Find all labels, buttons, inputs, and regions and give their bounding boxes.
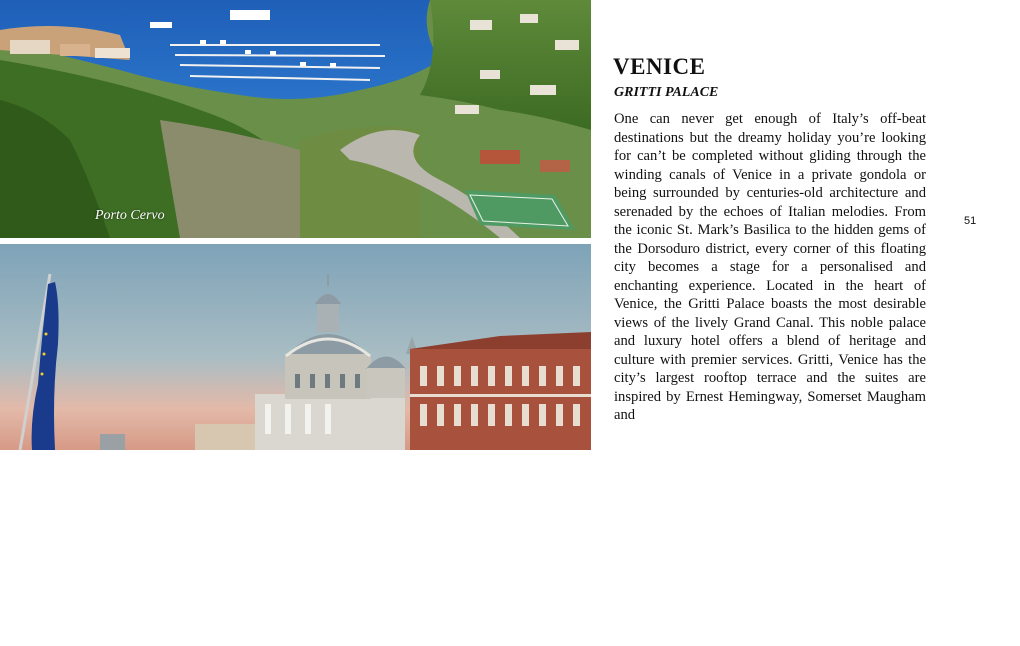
porto-cervo-photo (0, 0, 591, 238)
article-body: One can never get enough of Italy’s off-beat destinations but the dreamy holiday you’re looking for can’t be completed without gliding through the winding canals of Venice in a private gondola or being surrounded by centuries-old architecture and serenaded by the echoes of Italian melodies. From the iconic St. Mark’s Basilica to the hidden gems of the Dorsoduro district, every corner of this floating city becomes a stage for a personalised and enchanting experience. Located in the heart of Venice, the Gritti Palace boasts the most desirable views of the lively Grand Canal. This noble palace and luxury hotel offers a blend of heritage and culture with premier services. Gritti, Venice has the city’s largest rooftop terrace and the suites are inspired by Ernest Hemingway, Somerset Maugham and (614, 111, 926, 423)
photo-credit: CREDITS : SHUTTERSTOCK (78, 496, 88, 639)
venice-photo (0, 244, 591, 639)
article-title: VENICE (613, 54, 706, 79)
article-subtitle: GRITTI PALACE (614, 85, 719, 100)
photo-caption: Porto Cervo (95, 208, 165, 223)
page-number: 51 (964, 215, 977, 227)
